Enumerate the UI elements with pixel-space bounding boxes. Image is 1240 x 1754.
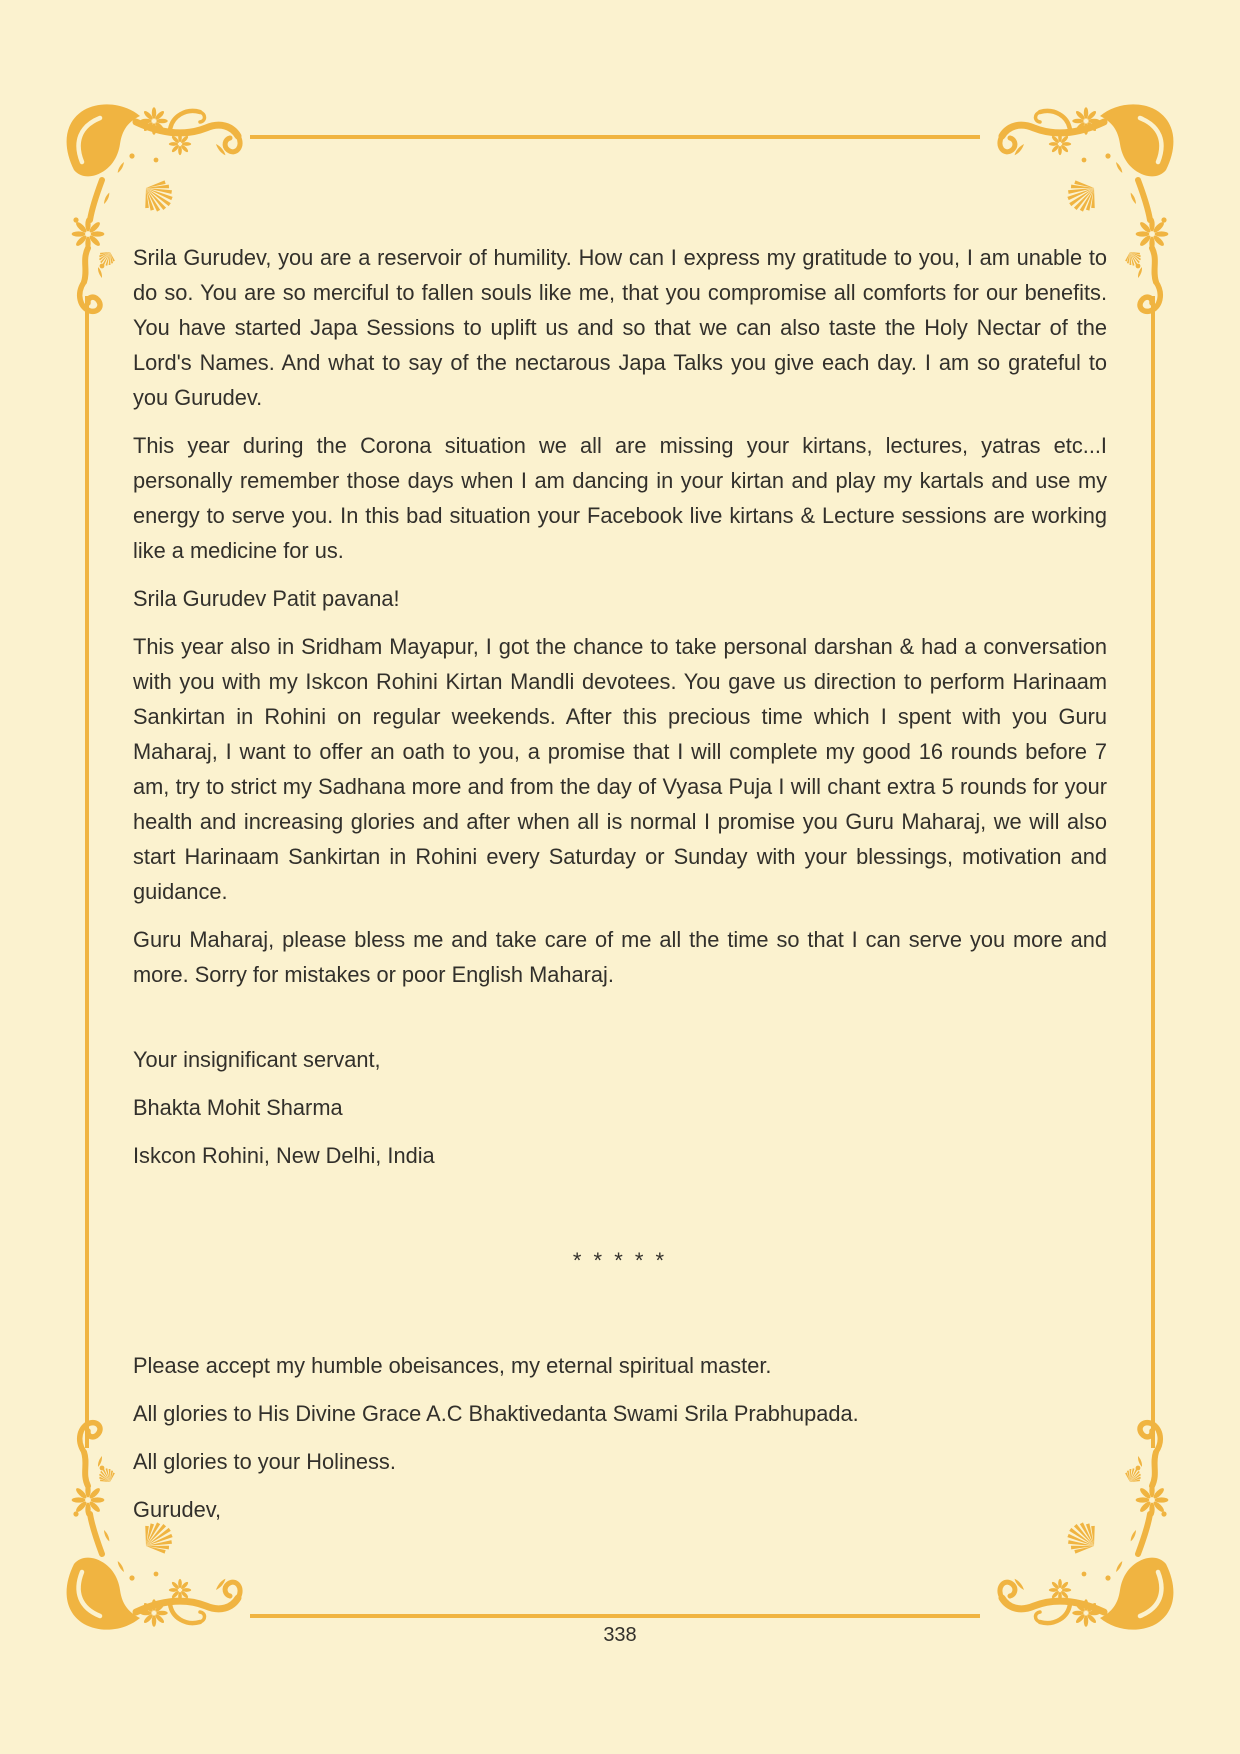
section-separator: * * * * * [572,1248,668,1273]
next-letter-opening [133,1348,1107,1527]
opening-line: All glories to your Holiness. [133,1449,396,1474]
letter-content [133,240,1107,1540]
opening-line: All glories to His Divine Grace A.C Bhaktivedanta Swami Srila Prabhupada. [133,1401,859,1426]
letter-paragraph: This year also in Sridham Mayapur, I got the chance to take personal darshan & had a conversation with you with my Iskcon Rohini Kirtan Mandli devotees. You gave us direction to perform Harinaam Sankirtan in Rohini on regular weekends. After this precious time which I spent with you Guru Maharaj, I want to offer an oath to you, a promise that I will complete my good 16 rounds before 7 am, try to strict my Sadhana more and from the day of Vyasa Puja I will chant extra 5 rounds for your health and increasing glories and after when all is normal I promise you Guru Maharaj, we will also start Harinaam Sankirtan in Rohini every Saturday or Sunday with your blessings, motivation and guidance. [133,634,1107,904]
signoff-line: Your insignificant servant, [133,1047,381,1072]
border-line-left [85,296,89,1448]
signoff-location: Iskcon Rohini, New Delhi, India [133,1143,435,1168]
border-line-top [250,135,980,139]
signoff-author: Bhakta Mohit Sharma [133,1095,343,1120]
letter-signoff [133,1042,1107,1173]
letter-paragraph: Guru Maharaj, please bless me and take care of me all the time so that I can serve you more and more. Sorry for mistakes or poor English Maharaj. [133,927,1107,987]
letter-paragraph: Srila Gurudev, you are a reservoir of humility. How can I express my gratitude to you, I am unable to do so. You are so merciful to fallen souls like me, that you compromise all comforts for our benefits. You have started Japa Sessions to uplift us and so that we can also taste the Holy Nectar of the Lord's Names. And what to say of the nectarous Japa Talks you give each day. I am so grateful to you Gurudev. [133,245,1107,410]
border-line-right [1151,296,1155,1448]
opening-line: Gurudev, [133,1497,222,1522]
letter-paragraph: This year during the Corona situation we all are missing your kirtans, lectures, yatras etc...I personally remember those days when I am dancing in your kirtan and play my kartals and use my energy to serve you. In this bad situation your Facebook live kirtans & Lecture sessions are working like a medicine for us. [133,433,1107,563]
page-number: 338 [603,1624,637,1646]
border-line-bottom [250,1614,980,1618]
letter-salutation-line: Srila Gurudev Patit pavana! [133,586,400,611]
opening-line: Please accept my humble obeisances, my eternal spiritual master. [133,1353,772,1378]
